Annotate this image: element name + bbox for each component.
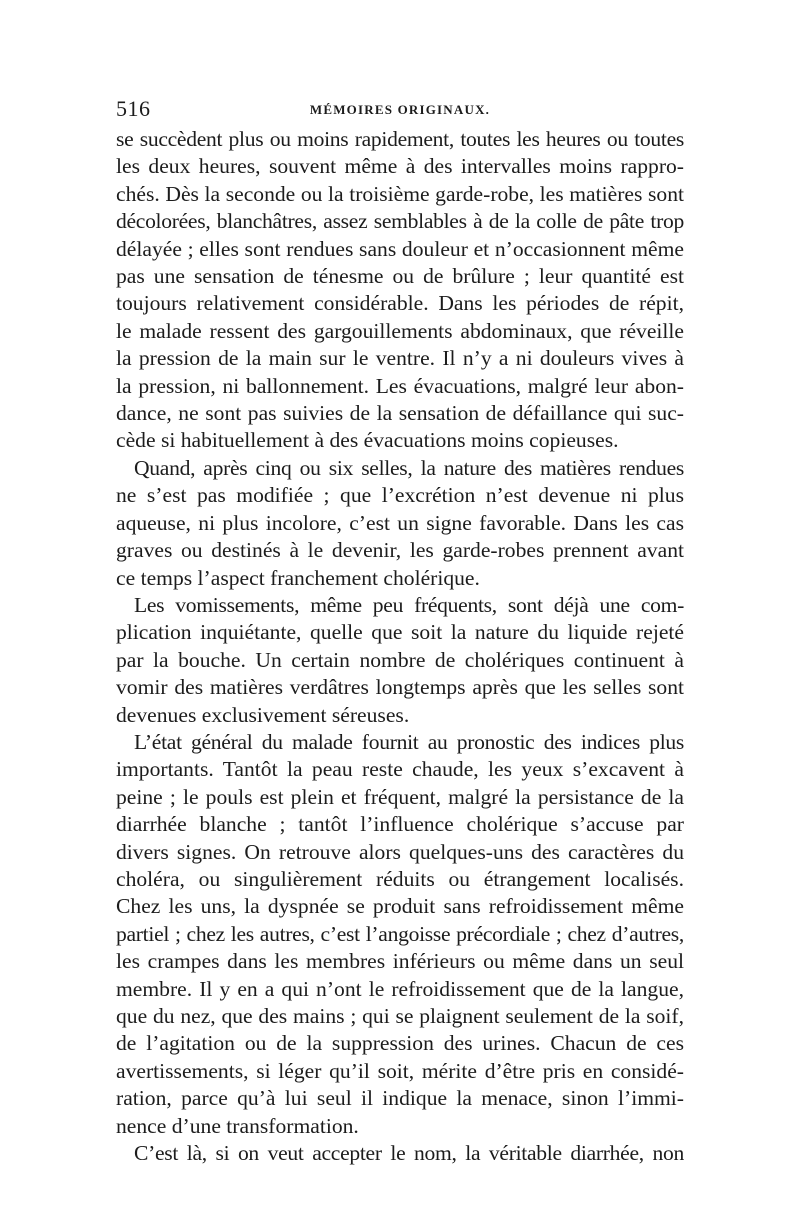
text-line: partiel ; chez les autres, c’est l’angoisse précordiale ; chez d’autres, bbox=[116, 921, 684, 946]
text-line: le malade ressent des gargouillements abdominaux, que réveille bbox=[116, 318, 684, 343]
text-line: Chez les uns, la dyspnée se produit sans refroidissement même bbox=[116, 894, 684, 919]
text-line: délayée ; elles sont rendues sans douleur et n’occasionnent même bbox=[116, 236, 684, 261]
text-line: se succèdent plus ou moins rapidement, toutes les heures ou toutes bbox=[116, 127, 684, 151]
text-line: chés. Dès la seconde ou la troisième garde-robe, les matières sont bbox=[116, 181, 684, 206]
text-line: de l’agitation ou de la suppression des urines. Chacun de ces bbox=[116, 1031, 684, 1056]
text-line: plication inquiétante, quelle que soit la nature du liquide rejeté bbox=[116, 620, 684, 645]
text-line: devenues exclusivement séreuses. bbox=[116, 702, 410, 727]
text-line: la pression, ni ballonnement. Les évacuations, malgré leur abon- bbox=[116, 373, 684, 398]
text-line: par la bouche. Un certain nombre de cholériques continuent à bbox=[116, 647, 684, 672]
text-line: pas une sensation de ténesme ou de brûlure ; leur quantité est bbox=[116, 264, 684, 289]
text-line: décolorées, blanchâtres, assez semblables à de la colle de pâte trop bbox=[116, 209, 684, 234]
text-line: ne s’est pas modifiée ; que l’excrétion n’est devenue ni plus bbox=[116, 483, 684, 508]
text-line: les crampes dans les membres inférieurs ou même dans un seul bbox=[116, 949, 684, 974]
text-line: C’est là, si on veut accepter le nom, la véritable diarrhée, non bbox=[134, 1141, 684, 1166]
text-line: avertissements, si léger qu’il soit, mérite d’être pris en considé- bbox=[116, 1058, 684, 1083]
text-line: peine ; le pouls est plein et fréquent, malgré la persistance de la bbox=[116, 784, 684, 809]
page-header bbox=[116, 96, 684, 126]
text-line: dance, ne sont pas suivies de la sensation de défaillance qui suc- bbox=[116, 401, 684, 426]
text-line: importants. Tantôt la peau reste chaude, les yeux s’excavent à bbox=[116, 757, 684, 782]
text-line: Les vomissements, même peu fréquents, sont déjà une com- bbox=[134, 592, 684, 617]
text-line: graves ou destinés à le devenir, les garde-robes prennent avant bbox=[116, 538, 684, 563]
text-line: vomir des matières verdâtres longtemps après que les selles sont bbox=[116, 675, 684, 700]
text-line: divers signes. On retrouve alors quelques-uns des caractères du bbox=[116, 839, 684, 864]
text-line: L’état général du malade fournit au pronostic des indices plus bbox=[134, 729, 684, 754]
text-line: nence d’une transformation. bbox=[116, 1113, 359, 1138]
text-line: diarrhée blanche ; tantôt l’influence cholérique s’accuse par bbox=[116, 812, 684, 837]
text-line: toujours relativement considérable. Dans les périodes de répit, bbox=[116, 291, 684, 316]
text-line: Quand, après cinq ou six selles, la nature des matières rendues bbox=[134, 455, 684, 480]
text-line: cède si habituellement à des évacuations moins copieuses. bbox=[116, 428, 619, 453]
text-line: les deux heures, souvent même à des intervalles moins rappro- bbox=[116, 154, 684, 179]
text-line: ration, parce qu’à lui seul il indique la menace, sinon l’immi- bbox=[116, 1086, 684, 1111]
body-text bbox=[116, 126, 684, 1167]
text-line: la pression de la main sur le ventre. Il n’y a ni douleurs vives à bbox=[116, 346, 684, 371]
page-number: 516 bbox=[116, 96, 151, 121]
text-line: choléra, ou singulièrement réduits ou étrangement localisés. bbox=[116, 866, 684, 891]
text-line: membre. Il y en a qui n’ont le refroidissement que de la langue, bbox=[116, 976, 684, 1001]
running-head: MÉMOIRES ORIGINAUX. bbox=[309, 102, 491, 117]
text-line: aqueuse, ni plus incolore, c’est un signe favorable. Dans les cas bbox=[116, 510, 684, 535]
text-line: ce temps l’aspect franchement cholérique. bbox=[116, 565, 480, 590]
text-line: que du nez, que des mains ; qui se plaignent seulement de la soif, bbox=[116, 1004, 684, 1028]
